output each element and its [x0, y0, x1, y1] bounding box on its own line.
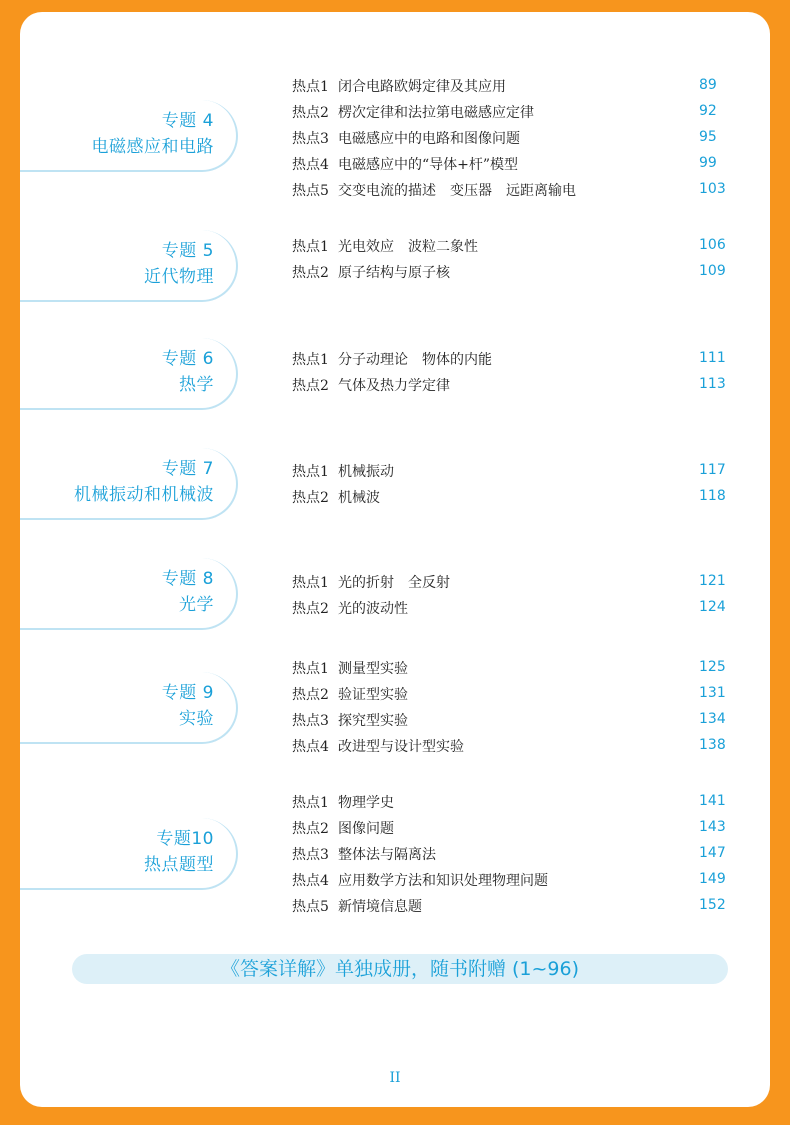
topic-name: 实验: [179, 709, 214, 729]
hotspot-label: 热点1: [292, 575, 329, 591]
page-ref: 89: [699, 77, 717, 93]
hotspot-label: 热点1: [292, 795, 329, 811]
page-ref: 92: [699, 103, 717, 119]
page-ref: 134: [699, 711, 726, 727]
entry-title: 验证型实验: [338, 687, 408, 703]
entry-title: 光电效应 波粒二象性: [338, 239, 478, 255]
entry-title: 交变电流的描述 变压器 远距离输电: [338, 183, 576, 199]
toc-entry[interactable]: [20, 349, 770, 373]
topic-number: 专题 8: [161, 569, 214, 589]
toc-entry[interactable]: [20, 236, 770, 260]
topic-name: 机械振动和机械波: [74, 485, 214, 505]
entry-title: 新情境信息题: [338, 899, 422, 915]
topic-number: 专题 6: [161, 349, 214, 369]
page-ref: 117: [699, 462, 726, 478]
topic-name: 热学: [179, 375, 214, 395]
hotspot-label: 热点3: [292, 713, 329, 729]
hotspot-label: 热点4: [292, 739, 329, 755]
toc-entry[interactable]: [20, 487, 770, 511]
toc-entry[interactable]: [20, 262, 770, 286]
hotspot-label: 热点1: [292, 464, 329, 480]
page-ref: 109: [699, 263, 726, 279]
topic-name: 近代物理: [144, 267, 214, 287]
toc-entry[interactable]: [20, 736, 770, 760]
entry-title: 整体法与隔离法: [338, 847, 436, 863]
toc-entry[interactable]: [20, 870, 770, 894]
entry-title: 机械振动: [338, 464, 394, 480]
hotspot-label: 热点5: [292, 899, 329, 915]
page-ref: 125: [699, 659, 726, 675]
hotspot-label: 热点4: [292, 157, 329, 173]
hotspot-label: 热点1: [292, 239, 329, 255]
toc-entry[interactable]: [20, 572, 770, 596]
topic-number: 专题 9: [161, 683, 214, 703]
entry-title: 光的波动性: [338, 601, 408, 617]
toc-entry[interactable]: [20, 844, 770, 868]
page-number: II: [389, 1070, 401, 1086]
toc-entry[interactable]: [20, 710, 770, 734]
page-ref: 121: [699, 573, 726, 589]
toc-entry[interactable]: [20, 684, 770, 708]
topic-name: 热点题型: [144, 855, 214, 875]
page-ref: 103: [699, 181, 726, 197]
hotspot-label: 热点2: [292, 105, 329, 121]
entry-title: 电磁感应中的“导体+杆”模型: [338, 157, 519, 173]
entry-title: 光的折射 全反射: [338, 575, 450, 591]
toc-entry[interactable]: [20, 102, 770, 126]
answer-booklet-banner: 《答案详解》单独成册，随书附赠 (1~96): [72, 954, 728, 984]
topic-number: 专题10: [156, 829, 214, 849]
page-ref: 118: [699, 488, 726, 504]
page-ref: 111: [699, 350, 726, 366]
page-ref: 152: [699, 897, 726, 913]
entry-title: 原子结构与原子核: [338, 265, 450, 281]
toc-entry[interactable]: [20, 128, 770, 152]
page-ref: 113: [699, 376, 726, 392]
topic-number: 专题 5: [161, 241, 214, 261]
entry-title: 应用数学方法和知识处理物理问题: [338, 873, 548, 889]
page-ref: 106: [699, 237, 726, 253]
hotspot-label: 热点4: [292, 873, 329, 889]
entry-title: 图像问题: [338, 821, 394, 837]
hotspot-label: 热点5: [292, 183, 329, 199]
entry-title: 测量型实验: [338, 661, 408, 677]
hotspot-label: 热点2: [292, 378, 329, 394]
topic-number: 专题 4: [161, 111, 214, 131]
topic-name: 光学: [179, 595, 214, 615]
hotspot-label: 热点3: [292, 847, 329, 863]
hotspot-label: 热点2: [292, 821, 329, 837]
topic-name: 电磁感应和电路: [91, 137, 214, 157]
toc-entry[interactable]: [20, 154, 770, 178]
hotspot-label: 热点2: [292, 265, 329, 281]
page-ref: 141: [699, 793, 726, 809]
page-ref: 149: [699, 871, 726, 887]
topic-number: 专题 7: [161, 459, 214, 479]
entry-title: 机械波: [338, 490, 380, 506]
toc-entry[interactable]: [20, 818, 770, 842]
page-ref: 99: [699, 155, 717, 171]
page-ref: 124: [699, 599, 726, 615]
page-ref: 95: [699, 129, 717, 145]
entry-title: 探究型实验: [338, 713, 408, 729]
toc-entry[interactable]: [20, 180, 770, 204]
toc-entry[interactable]: [20, 896, 770, 920]
entry-title: 改进型与设计型实验: [338, 739, 464, 755]
entry-title: 闭合电路欧姆定律及其应用: [338, 79, 506, 95]
toc-entry[interactable]: [20, 658, 770, 682]
entry-title: 分子动理论 物体的内能: [338, 352, 492, 368]
hotspot-label: 热点1: [292, 352, 329, 368]
toc-entry[interactable]: [20, 792, 770, 816]
entry-title: 物理学史: [338, 795, 394, 811]
entry-title: 楞次定律和法拉第电磁感应定律: [338, 105, 534, 121]
hotspot-label: 热点2: [292, 490, 329, 506]
entry-title: 气体及热力学定律: [338, 378, 450, 394]
toc-entry[interactable]: [20, 461, 770, 485]
page-ref: 138: [699, 737, 726, 753]
hotspot-label: 热点3: [292, 131, 329, 147]
hotspot-label: 热点1: [292, 79, 329, 95]
page-ref: 147: [699, 845, 726, 861]
toc-entry[interactable]: [20, 375, 770, 399]
hotspot-label: 热点2: [292, 687, 329, 703]
toc-entry[interactable]: [20, 76, 770, 100]
entry-title: 电磁感应中的电路和图像问题: [338, 131, 520, 147]
toc-entry[interactable]: [20, 598, 770, 622]
page-ref: 143: [699, 819, 726, 835]
page-ref: 131: [699, 685, 726, 701]
hotspot-label: 热点1: [292, 661, 329, 677]
hotspot-label: 热点2: [292, 601, 329, 617]
toc-page: [20, 12, 770, 1107]
